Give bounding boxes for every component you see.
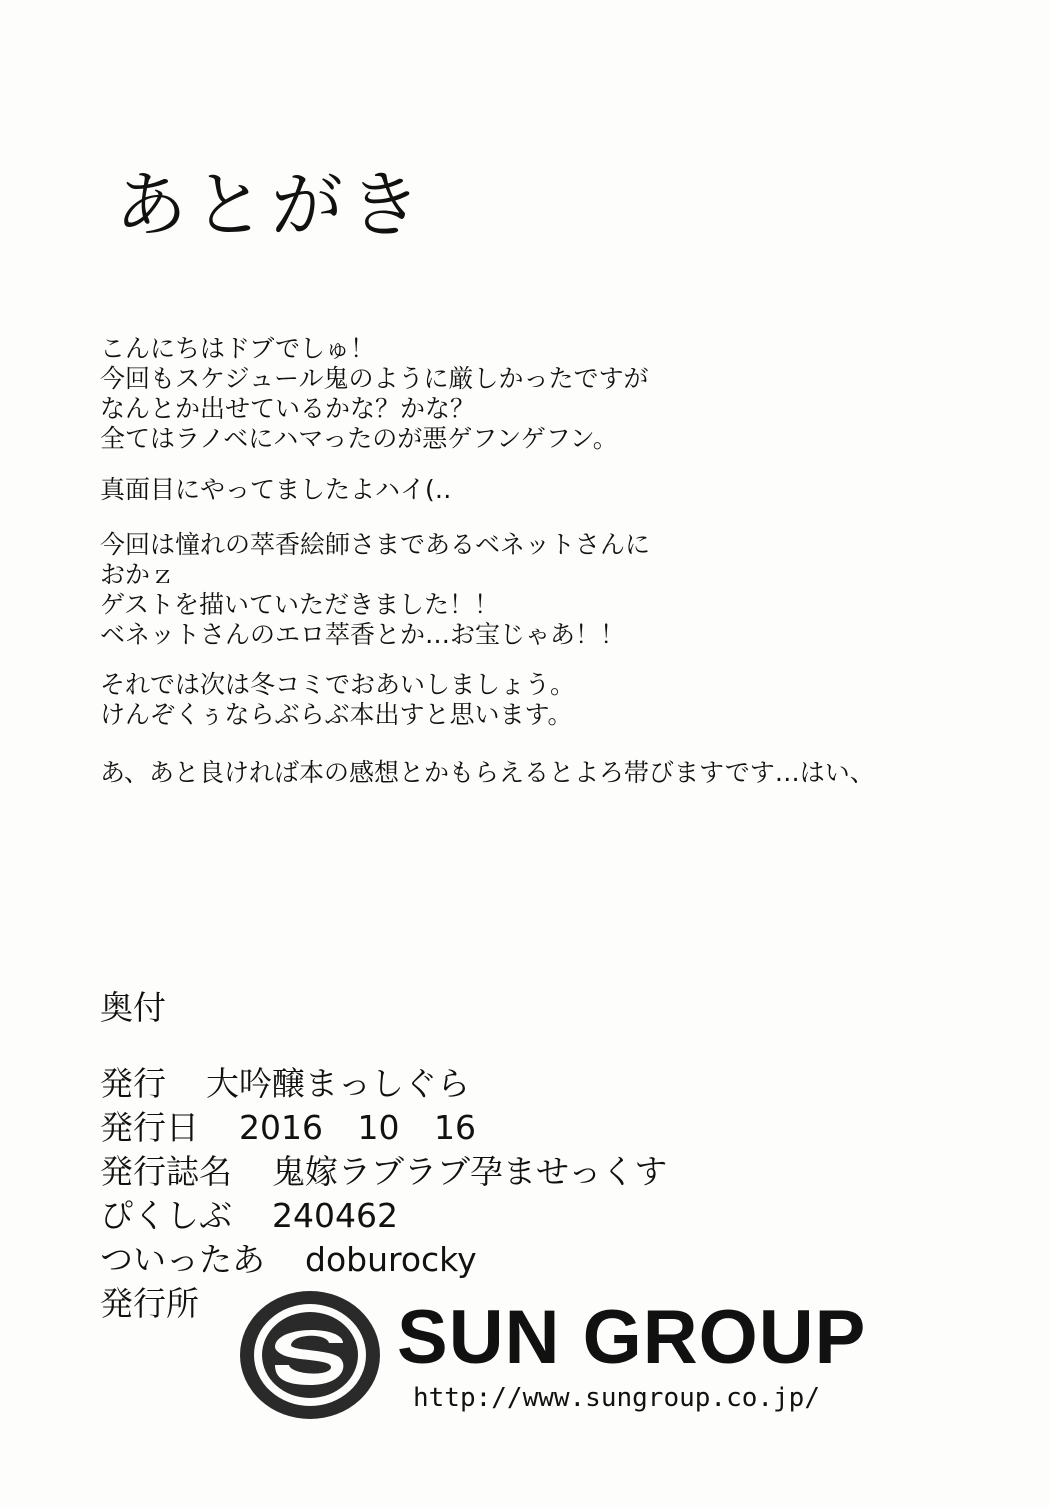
colophon-row-issue-date — [100, 1106, 667, 1150]
paragraph-next-event — [100, 670, 575, 730]
text-line: けんぞくぅならぶらぶ本出すと思います。 — [100, 700, 573, 729]
text-line: 今回もスケジュール鬼のように厳しかったですが — [100, 364, 649, 393]
row-label: 発行所 — [100, 1284, 199, 1323]
text-line: こんにちはドブでしゅ！ — [100, 334, 376, 363]
paragraph-greeting — [100, 334, 649, 454]
logo-wordmark: SUN GROUP — [397, 1295, 867, 1380]
row-label: 発行日 — [100, 1108, 199, 1147]
colophon-row-twitter — [100, 1238, 667, 1282]
paragraph-feedback — [100, 758, 875, 788]
colophon-row-title — [100, 1150, 667, 1194]
colophon-row-pixiv — [100, 1194, 667, 1238]
sun-group-logo-icon — [235, 1285, 385, 1425]
row-label: 発行誌名 — [100, 1152, 232, 1191]
text-line: 真面目にやってましたよハイ(‥ — [100, 475, 452, 504]
text-line: ゲストを描いていただきました！！ — [100, 590, 500, 619]
row-value: 大吟醸まっしぐら — [206, 1064, 470, 1103]
text-line: 全てはラノベにハマったのが悪ゲフンゲフン。 — [100, 424, 618, 453]
colophon-row-publisher — [100, 1062, 667, 1106]
row-label: ついったあ — [100, 1240, 265, 1279]
paragraph-serious — [100, 475, 451, 505]
row-value: 鬼嫁ラブラブ孕ませっくす — [272, 1152, 668, 1191]
row-label: ぴくしぶ — [100, 1196, 232, 1235]
row-value: 240462 — [272, 1196, 398, 1235]
paragraph-guest — [100, 530, 650, 650]
text-line: ベネットさんのエロ萃香とか…お宝じゃあ！！ — [100, 620, 626, 649]
page-title: あとがき — [115, 163, 428, 247]
text-line: 今回は憧れの萃香絵師さまであるベネットさんに — [100, 530, 651, 559]
text-line: それでは次は冬コミでおあいしましょう。 — [100, 670, 576, 699]
text-line: あ、あと良ければ本の感想とかもらえるとよろ帯びますです…はい、 — [100, 758, 875, 787]
colophon-heading: 奥付 — [100, 988, 166, 1027]
logo-url: http://www.sungroup.co.jp/ — [413, 1383, 820, 1413]
row-value: doburocky — [305, 1240, 477, 1279]
printer-logo — [235, 1285, 945, 1425]
text-line: おかｚ — [100, 560, 176, 589]
row-label: 発行 — [100, 1064, 166, 1103]
text-line: なんとか出せているかな？かな？ — [100, 394, 476, 423]
row-value: 2016 10 16 — [239, 1108, 476, 1147]
